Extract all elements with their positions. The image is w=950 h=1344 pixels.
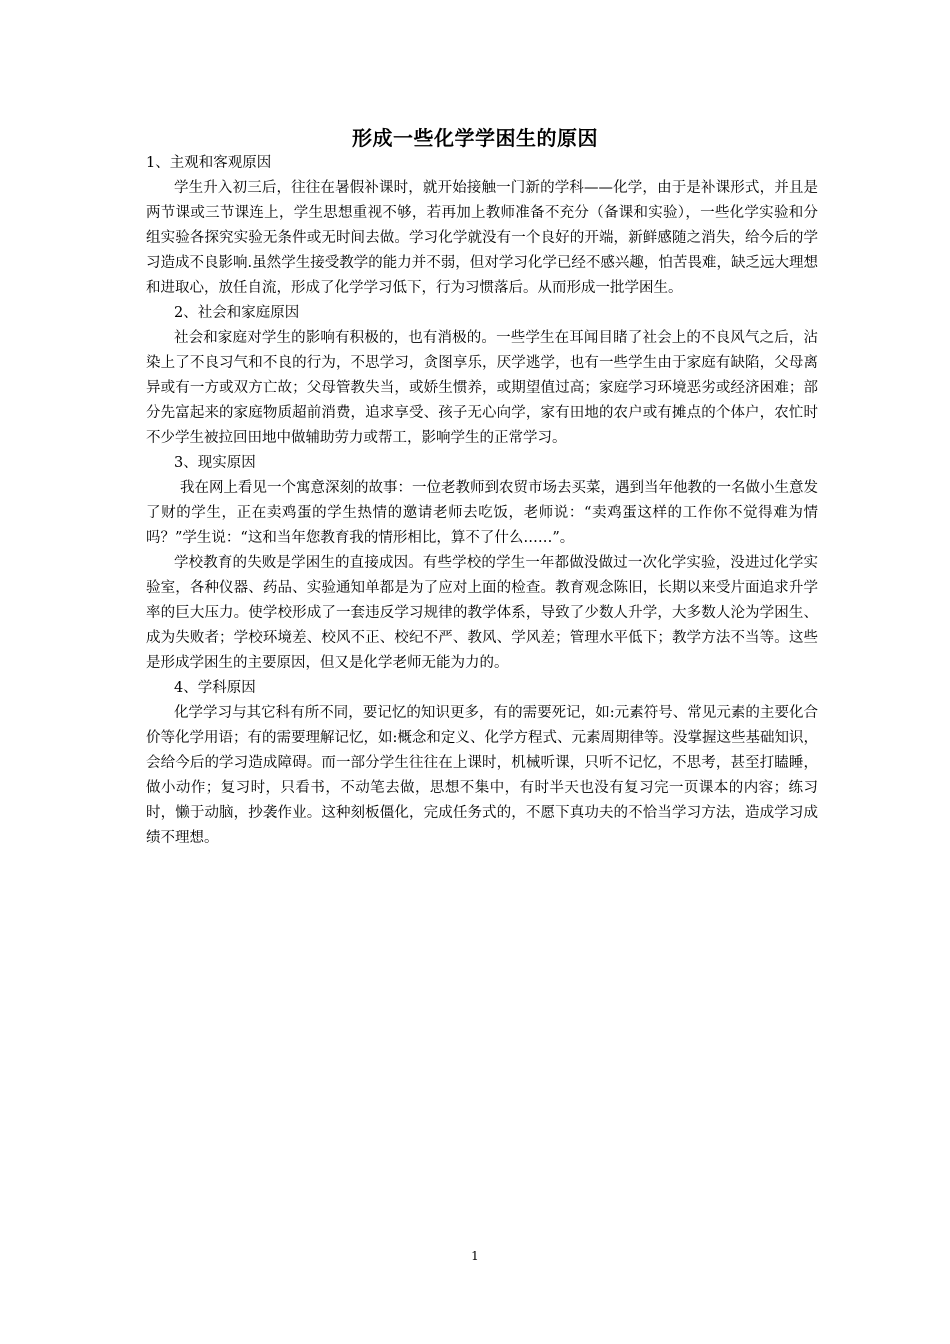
- section-heading-social: 2、社会和家庭原因: [174, 305, 300, 321]
- section-heading-subject: 4、学科原因: [174, 680, 256, 696]
- paragraph-school: 学校教育的失败是学困生的直接成因。有些学校的学生一年都做没做过一次化学实验，没进过化学实验室，各种仪器、药品、实验通知单都是为了应对上面的检查。教育观念陈旧，长期以来受片面追求升学率的巨大压力。使学校形成了一套违反学习规律的教学体系，导致了少数人升学，大多数人沦为学困生、成为失败者；学校环境差、校风不正、校纪不严、教风、学风差；管理水平低下；教学方法不当等。这些是形成学困生的主要原因，但又是化学老师无能为力的。: [146, 555, 818, 671]
- paragraph-subjective: 学生升入初三后，往往在暑假补课时，就开始接触一门新的学科——化学，由于是补课形式，并且是两节课或三节课连上，学生思想重视不够，若再加上教师准备不充分（备课和实验），一些化学实验和分组实验各探究实验无条件或无时间去做。学习化学就没有一个良好的开端，新鲜感随之消失，给今后的学习造成不良影响.虽然学生接受教学的能力并不弱，但对学习化学已经不感兴趣，怕苦畏难，缺乏远大理想和进取心，放任自流，形成了化学学习低下，行为习惯落后。从而形成一批学困生。: [146, 180, 818, 296]
- page-number: 1: [471, 1249, 479, 1263]
- paragraph-story: 我在网上看见一个寓意深刻的故事：一位老教师到农贸市场去买菜，遇到当年他教的一名做小生意发了财的学生，正在卖鸡蛋的学生热情的邀请老师去吃饭，老师说：“卖鸡蛋这样的工作你不觉得难为情吗？”学生说：“这和当年您教育我的情形相比，算不了什么……”。: [146, 480, 818, 546]
- paragraph-subject: 化学学习与其它科有所不同，要记忆的知识更多，有的需要死记，如:元素符号、常见元素的主要化合价等化学用语；有的需要理解记忆，如:概念和定义、化学方程式、元素周期律等。没掌握这些基础知识，会给今后的学习造成障碍。而一部分学生往往在上课时，机械听课，只听不记忆，不思考，甚至打瞌睡，做小动作；复习时，只看书，不动笔去做，思想不集中，有时半天也没有复习完一页课本的内容；练习时，懒于动脑，抄袭作业。这种刻板僵化，完成任务式的，不愿下真功夫的不恰当学习方法，造成学习成绩不理想。: [146, 705, 818, 846]
- section-heading-subjective: 1、主观和客观原因: [146, 155, 272, 171]
- paragraph-social: 社会和家庭对学生的影响有积极的，也有消极的。一些学生在耳闻目睹了社会上的不良风气之后，沾染上了不良习气和不良的行为，不思学习，贪图享乐，厌学逃学，也有一些学生由于家庭有缺陷，父母离异或有一方或双方亡故；父母管教失当，或娇生惯养，或期望值过高；家庭学习环境恶劣或经济困难；部分先富起来的家庭物质超前消费，追求享受、孩子无心向学，家有田地的农户或有摊点的个体户，农忙时不少学生被拉回田地中做辅助劳力或帮工，影响学生的正常学习。: [146, 330, 818, 446]
- section-heading-reality: 3、现实原因: [174, 455, 256, 471]
- document-body: [146, 151, 818, 851]
- document-title: 形成一些化学学困生的原因: [352, 126, 598, 150]
